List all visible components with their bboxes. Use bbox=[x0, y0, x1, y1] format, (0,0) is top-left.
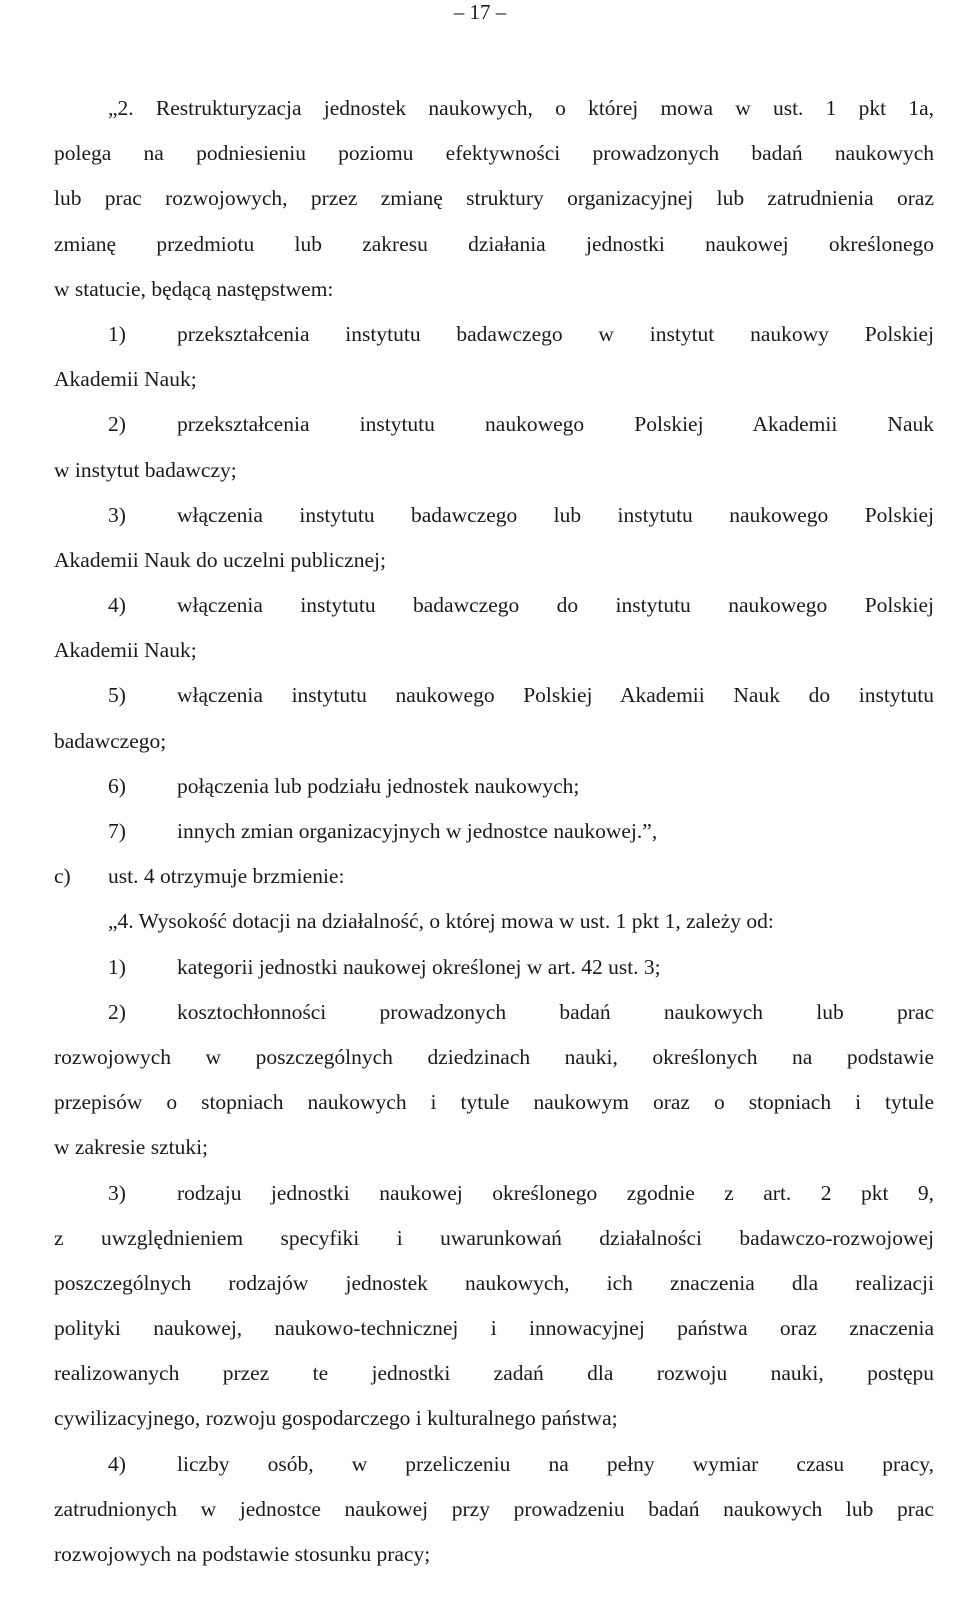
text-line bbox=[54, 990, 934, 1035]
line-text: w statucie, będącą następstwem: bbox=[54, 276, 334, 301]
text-line bbox=[54, 222, 934, 267]
line-text: ust. 4 otrzymuje brzmienie: bbox=[108, 864, 345, 889]
line-text: „2. Restrukturyzacja jednostek naukowych, o której mowa w ust. 1 pkt 1a, bbox=[108, 96, 934, 120]
item-number: 7) bbox=[108, 819, 126, 843]
line-text: włączenia instytutu badawczego do instytutu naukowego Polskiej bbox=[177, 593, 934, 618]
line-text: z uwzględnieniem specyfiki i uwarunkowań działalności badawczo-rozwojowej bbox=[54, 1225, 934, 1250]
text-line bbox=[54, 673, 934, 718]
line-text: poszczególnych rodzajów jednostek naukowych, ich znaczenia dla realizacji bbox=[54, 1270, 934, 1295]
item-number: 1) bbox=[108, 321, 126, 346]
line-text: Akademii Nauk; bbox=[54, 638, 197, 663]
text-line bbox=[54, 1487, 934, 1532]
item-number: 6) bbox=[108, 773, 126, 798]
line-text: „4. Wysokość dotacji na działalność, o której mowa w ust. 1 pkt 1, zależy od: bbox=[108, 909, 774, 934]
line-text: Akademii Nauk; bbox=[54, 367, 197, 392]
text-line bbox=[54, 719, 934, 764]
line-text: Akademii Nauk do uczelni publicznej; bbox=[54, 547, 386, 572]
line-text: cywilizacyjnego, rozwoju gospodarczego i kulturalnego państwa; bbox=[54, 1406, 618, 1431]
text-line bbox=[54, 1532, 934, 1577]
text-line bbox=[54, 764, 934, 809]
line-text: włączenia instytutu naukowego Polskiej Akademii Nauk do instytutu bbox=[177, 683, 934, 708]
line-text: kategorii jednostki naukowej określonej w art. 42 ust. 3; bbox=[177, 954, 661, 979]
section-label: c) bbox=[54, 864, 71, 889]
text-line bbox=[54, 538, 934, 583]
text-line bbox=[54, 267, 934, 312]
line-text: w instytut badawczy; bbox=[54, 457, 237, 482]
line-text: przekształcenia instytutu naukowego Polskiej Akademii Nauk bbox=[177, 412, 934, 437]
text-line bbox=[54, 583, 934, 628]
text-line bbox=[54, 1171, 934, 1216]
text-line bbox=[54, 899, 934, 944]
line-text: liczby osób, w przeliczeniu na pełny wymiar czasu pracy, bbox=[177, 1451, 934, 1476]
line-text: rozwojowych w poszczególnych dziedzinach nauki, określonych na podstawie bbox=[54, 1044, 934, 1069]
text-line bbox=[54, 1035, 934, 1080]
text-line bbox=[54, 312, 934, 357]
item-number: 2) bbox=[108, 412, 126, 437]
item-number: 1) bbox=[108, 954, 126, 979]
text-line bbox=[54, 809, 934, 854]
text-line bbox=[54, 1396, 934, 1441]
text-line bbox=[54, 1125, 934, 1170]
text-line bbox=[54, 854, 934, 899]
text-line bbox=[54, 628, 934, 673]
item-number: 2) bbox=[108, 999, 126, 1024]
page-number: – 17 – bbox=[453, 0, 507, 24]
line-text: lub prac rozwojowych, przez zmianę struktury organizacyjnej lub zatrudnienia oraz bbox=[54, 186, 934, 211]
line-text: badawczego; bbox=[54, 728, 167, 753]
document-body bbox=[54, 86, 934, 1577]
text-line bbox=[54, 448, 934, 493]
text-line bbox=[54, 1261, 934, 1306]
text-line bbox=[54, 131, 934, 176]
line-text: rozwojowych na podstawie stosunku pracy; bbox=[54, 1542, 431, 1566]
line-text: przekształcenia instytutu badawczego w instytut naukowy Polskiej bbox=[177, 321, 934, 346]
line-text: rodzaju jednostki naukowej określonego zgodnie z art. 2 pkt 9, bbox=[177, 1180, 934, 1205]
text-line bbox=[54, 86, 934, 131]
text-line bbox=[54, 402, 934, 447]
line-text: innych zmian organizacyjnych w jednostce naukowej.”, bbox=[177, 819, 658, 843]
item-number: 5) bbox=[108, 683, 126, 708]
text-line bbox=[54, 1080, 934, 1125]
text-line bbox=[54, 357, 934, 402]
text-line bbox=[54, 1442, 934, 1487]
text-line bbox=[54, 176, 934, 221]
line-text: włączenia instytutu badawczego lub instytutu naukowego Polskiej bbox=[177, 502, 934, 527]
text-line bbox=[54, 493, 934, 538]
line-text: realizowanych przez te jednostki zadań dla rozwoju nauki, postępu bbox=[54, 1361, 934, 1386]
line-text: polega na podniesieniu poziomu efektywności prowadzonych badań naukowych bbox=[54, 141, 934, 166]
text-line bbox=[54, 1351, 934, 1396]
item-number: 3) bbox=[108, 502, 126, 527]
line-text: kosztochłonności prowadzonych badań naukowych lub prac bbox=[177, 999, 934, 1024]
text-line bbox=[54, 1216, 934, 1261]
item-number: 3) bbox=[108, 1180, 126, 1205]
text-line bbox=[54, 945, 934, 990]
line-text: w zakresie sztuki; bbox=[54, 1135, 209, 1160]
line-text: polityki naukowej, naukowo-technicznej i innowacyjnej państwa oraz znaczenia bbox=[54, 1316, 934, 1341]
line-text: zatrudnionych w jednostce naukowej przy prowadzeniu badań naukowych lub prac bbox=[54, 1496, 934, 1521]
line-text: przepisów o stopniach naukowych i tytule naukowym oraz o stopniach i tytule bbox=[54, 1090, 934, 1115]
item-number: 4) bbox=[108, 593, 126, 618]
text-line bbox=[54, 1306, 934, 1351]
line-text: połączenia lub podziału jednostek naukowych; bbox=[177, 773, 580, 798]
item-number: 4) bbox=[108, 1451, 126, 1476]
line-text: zmianę przedmiotu lub zakresu działania jednostki naukowej określonego bbox=[54, 231, 934, 256]
